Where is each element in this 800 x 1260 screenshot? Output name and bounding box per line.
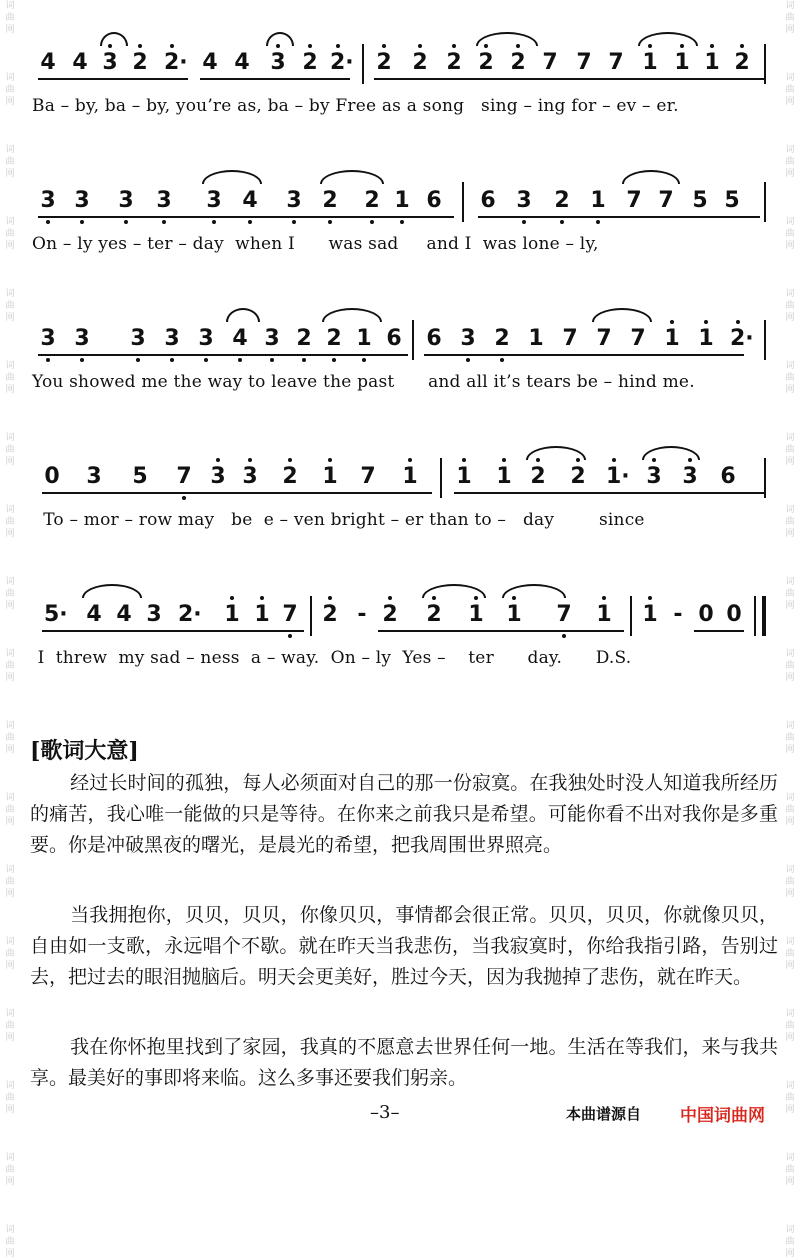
dot-below [204, 358, 208, 362]
barline [630, 596, 632, 636]
note: 2 [382, 602, 398, 627]
underline-beam [200, 78, 350, 80]
note: 5 [692, 188, 708, 213]
slur [320, 170, 384, 184]
note: 2· [330, 50, 354, 75]
dot-above [432, 596, 436, 600]
dot-below [270, 358, 274, 362]
note: 0 [726, 602, 742, 627]
slur [82, 584, 142, 598]
dot-above [408, 458, 412, 462]
note: 3 [210, 464, 226, 489]
note: 1 [456, 464, 472, 489]
note: 3 [286, 188, 302, 213]
dot-above [484, 44, 488, 48]
note: 7 [562, 326, 578, 351]
margin-watermark-left: 词曲网 词曲网 词曲网 词曲网 词曲网 词曲网 词曲网 词曲网 词曲网 词曲网 词曲网 词曲网 词曲网 词曲网 词曲网 词曲网 词曲网 词曲网 [5, 1, 15, 1259]
dot-below [400, 220, 404, 224]
score-line-5 [30, 582, 770, 692]
note: 3 [264, 326, 280, 351]
note: 1 [356, 326, 372, 351]
dot-above [108, 44, 112, 48]
note: 1 [322, 464, 338, 489]
underline-beam [42, 492, 432, 494]
dot-above [288, 458, 292, 462]
underline-beam [38, 216, 454, 218]
note: 3 [130, 326, 146, 351]
dot-above [680, 44, 684, 48]
barline [754, 596, 756, 636]
dot-below [562, 634, 566, 638]
dot-below [136, 358, 140, 362]
note: 0 [698, 602, 714, 627]
lyric-meaning-paragraph [30, 768, 778, 861]
dot-above [138, 44, 142, 48]
note: 2· [178, 602, 202, 627]
note: 4 [72, 50, 88, 75]
lyrics-line: I threw my sad – ness a – way. On – ly Yes – ter day. D.S. [32, 648, 632, 668]
dot-below [500, 358, 504, 362]
dot-below [560, 220, 564, 224]
barline [412, 320, 414, 360]
slur [100, 32, 128, 46]
notes-row [30, 582, 770, 642]
note: 4 [40, 50, 56, 75]
dot-above [512, 596, 516, 600]
note: 2· [164, 50, 188, 75]
dot-above [648, 44, 652, 48]
dot-above [502, 458, 506, 462]
note: 1 [496, 464, 512, 489]
slur [266, 32, 294, 46]
note: 1 [468, 602, 484, 627]
note: 5 [132, 464, 148, 489]
note: 2 [302, 50, 318, 75]
dot-below [596, 220, 600, 224]
dot-below [466, 358, 470, 362]
note: 1 [506, 602, 522, 627]
note: 2 [376, 50, 392, 75]
note: 7 [608, 50, 624, 75]
lyric-meaning-paragraph [30, 900, 778, 993]
underline-beam [378, 630, 624, 632]
note: 3 [198, 326, 214, 351]
dot-above [388, 596, 392, 600]
dot-above [576, 458, 580, 462]
note: 7 [542, 50, 558, 75]
note: 1 [642, 602, 658, 627]
note: 3 [460, 326, 476, 351]
note: 4 [232, 326, 248, 351]
lyrics-line: You showed me the way to leave the past and all it’s tears be – hind me. [32, 372, 695, 392]
note: 2 [494, 326, 510, 351]
dot-above [382, 44, 386, 48]
source-note: 本曲谱源自 [566, 1105, 642, 1123]
note: 5 [724, 188, 740, 213]
note: 1 [596, 602, 612, 627]
slur [622, 170, 680, 184]
dot-above [276, 44, 280, 48]
dot-above [328, 596, 332, 600]
note: 6 [480, 188, 496, 213]
slur [226, 308, 260, 322]
note: 7 [576, 50, 592, 75]
dot-below [238, 358, 242, 362]
note: 1 [704, 50, 720, 75]
lyrics-line: Ba – by, ba – by, you’re as, ba – by Free as a song sing – ing for – ev – er. [32, 96, 679, 116]
lyric-meaning-paragraph [30, 1032, 778, 1094]
barline [310, 596, 312, 636]
dot-above [474, 596, 478, 600]
note: 3 [40, 326, 56, 351]
page-number: –3– [370, 1102, 400, 1123]
underline-beam [454, 492, 764, 494]
underline-beam [478, 216, 760, 218]
note: 6 [426, 188, 442, 213]
dot-above [516, 44, 520, 48]
note: 1 [642, 50, 658, 75]
dot-above [216, 458, 220, 462]
note: 1 [224, 602, 240, 627]
note: 2 [296, 326, 312, 351]
dot-above [648, 596, 652, 600]
dot-above [230, 596, 234, 600]
source-site-link[interactable]: 中国词曲网 [680, 1106, 765, 1126]
paragraph-text: 当我拥抱你，贝贝，贝贝，你像贝贝，事情都会很正常。贝贝，贝贝，你就像贝贝，自由如一支歌，永远唱个不歇。就在昨天当我悲伤，当我寂寞时，你给我指引路，告别过去，把过去的眼泪抛脑后。明天会更美好，胜过今天，因为我抛掉了悲伤，就在昨天。 [30, 904, 778, 988]
score-line-2 [30, 168, 770, 278]
dot-below [248, 220, 252, 224]
note: 1 [590, 188, 606, 213]
dot-below [370, 220, 374, 224]
dot-below [80, 220, 84, 224]
dot-above [736, 320, 740, 324]
dot-below [292, 220, 296, 224]
dot-below [124, 220, 128, 224]
dot-below [162, 220, 166, 224]
note: 2 [530, 464, 546, 489]
note: 7 [658, 188, 674, 213]
note: 4 [86, 602, 102, 627]
dot-below [288, 634, 292, 638]
note: 1 [664, 326, 680, 351]
dot-above [740, 44, 744, 48]
barline [462, 182, 464, 222]
note: 6 [720, 464, 736, 489]
note: 4 [116, 602, 132, 627]
note: 3 [74, 188, 90, 213]
note: 1 [394, 188, 410, 213]
underline-beam [694, 630, 744, 632]
score-line-3 [30, 306, 770, 416]
dot-above [260, 596, 264, 600]
dot-below [212, 220, 216, 224]
slur [592, 308, 652, 322]
dot-above [452, 44, 456, 48]
dot-below [332, 358, 336, 362]
note: 3 [646, 464, 662, 489]
dot-below [328, 220, 332, 224]
dot-above [308, 44, 312, 48]
dot-below [522, 220, 526, 224]
note: 3 [516, 188, 532, 213]
dot-below [46, 220, 50, 224]
barline [764, 44, 766, 84]
barline [764, 182, 766, 222]
note: 4 [234, 50, 250, 75]
note: 3 [242, 464, 258, 489]
note: 2 [322, 602, 338, 627]
note: 2 [510, 50, 526, 75]
note: 7 [282, 602, 298, 627]
note: 4 [202, 50, 218, 75]
dot-above [328, 458, 332, 462]
note: 7 [556, 602, 572, 627]
slur [638, 32, 698, 46]
note: 2 [132, 50, 148, 75]
note: 6 [386, 326, 402, 351]
note: 2 [364, 188, 380, 213]
note: 3 [682, 464, 698, 489]
slur [322, 308, 382, 322]
note: 3 [40, 188, 56, 213]
dot-below [46, 358, 50, 362]
note: 2 [446, 50, 462, 75]
note: 2 [326, 326, 342, 351]
note: 3 [206, 188, 222, 213]
note: 1 [674, 50, 690, 75]
note: 0 [44, 464, 60, 489]
dot-below [302, 358, 306, 362]
note: 7 [176, 464, 192, 489]
note: 1 [528, 326, 544, 351]
lyrics-line: To – mor – row may be e – ven bright – er than to – day since [32, 510, 645, 530]
paragraph-text: 我在你怀抱里找到了家园，我真的不愿意去世界任何一地。生活在等我们，来与我共享。最美好的事即将来临。这么多事还要我们躬亲。 [30, 1036, 778, 1089]
note: 6 [426, 326, 442, 351]
note: 1 [254, 602, 270, 627]
dot-above [418, 44, 422, 48]
underline-beam [424, 354, 744, 356]
note: 3 [102, 50, 118, 75]
note: 2 [412, 50, 428, 75]
note: 7 [360, 464, 376, 489]
slur [202, 170, 262, 184]
note: 2 [570, 464, 586, 489]
dot-above [602, 596, 606, 600]
note: 7 [596, 326, 612, 351]
dot-above [170, 44, 174, 48]
note: 3 [74, 326, 90, 351]
final-barline [762, 596, 766, 636]
note: 2 [426, 602, 442, 627]
score-line-1 [30, 30, 770, 140]
dot-above [710, 44, 714, 48]
note: 2 [554, 188, 570, 213]
dot-above [462, 458, 466, 462]
lyrics-line: On – ly yes – ter – day when I was sad and I was lone – ly, [32, 234, 599, 254]
notes-row [30, 444, 770, 504]
notes-row [30, 30, 770, 90]
note: 3 [156, 188, 172, 213]
dot-above [688, 458, 692, 462]
note: 1 [698, 326, 714, 351]
note: 7 [630, 326, 646, 351]
note: 2 [478, 50, 494, 75]
note: 1 [402, 464, 418, 489]
underline-beam [374, 78, 764, 80]
underline-beam [38, 78, 188, 80]
note: 3 [270, 50, 286, 75]
dot-below [182, 496, 186, 500]
paragraph-text: 经过长时间的孤独，每人必须面对自己的那一份寂寞。在我独处时没人知道我所经历的痛苦，我心唯一能做的只是等待。在你来之前我只是希望。可能你看不出对我你是多重要。你是冲破黑夜的曙光，是晨光的希望，把我周围世界照亮。 [30, 772, 778, 856]
dot-below [362, 358, 366, 362]
note: 5· [44, 602, 68, 627]
score-line-4 [30, 444, 770, 554]
note: 4 [242, 188, 258, 213]
barline [440, 458, 442, 498]
note: 3 [86, 464, 102, 489]
dot-below [170, 358, 174, 362]
note: 3 [118, 188, 134, 213]
note: 3 [146, 602, 162, 627]
section-title: [歌词大意] [30, 738, 139, 764]
dot-above [652, 458, 656, 462]
note: 2· [730, 326, 754, 351]
notes-row [30, 306, 770, 366]
notes-row [30, 168, 770, 228]
barline [764, 320, 766, 360]
dot-above [248, 458, 252, 462]
dot-above [336, 44, 340, 48]
underline-beam [42, 630, 304, 632]
barline [764, 458, 766, 498]
underline-beam [38, 354, 408, 356]
note: 3 [164, 326, 180, 351]
note: 2 [322, 188, 338, 213]
margin-watermark-right: 词曲网 词曲网 词曲网 词曲网 词曲网 词曲网 词曲网 词曲网 词曲网 词曲网 词曲网 词曲网 词曲网 词曲网 词曲网 词曲网 词曲网 词曲网 [785, 1, 795, 1259]
note: - [673, 602, 683, 627]
note: 2 [282, 464, 298, 489]
note: 7 [626, 188, 642, 213]
note: - [357, 602, 367, 627]
barline [362, 44, 364, 84]
dot-above [536, 458, 540, 462]
dot-above [670, 320, 674, 324]
dot-above [704, 320, 708, 324]
dot-above [612, 458, 616, 462]
note: 2 [734, 50, 750, 75]
dot-below [80, 358, 84, 362]
note: 1· [606, 464, 630, 489]
